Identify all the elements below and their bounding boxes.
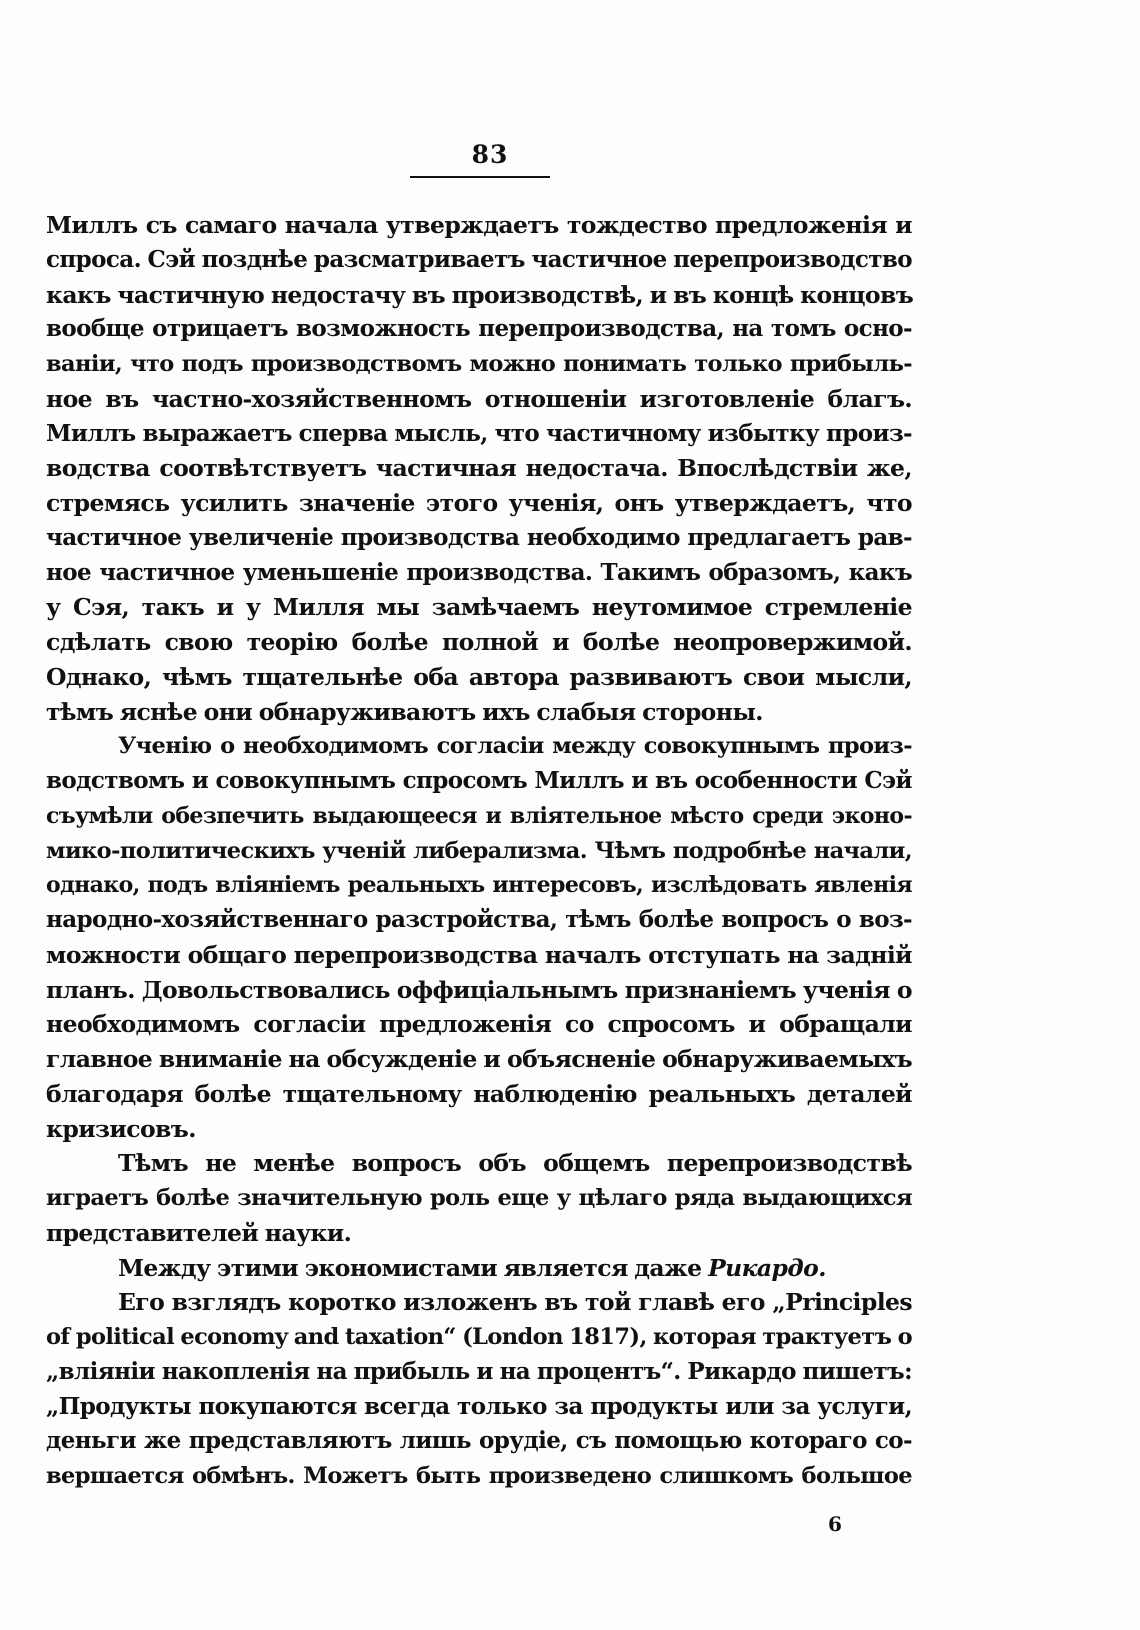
- text-line: деньги же представляютъ лишь орудіе, съ помощью котораго со-: [46, 1427, 912, 1455]
- text-line-main: Между этими экономистами является даже: [118, 1253, 702, 1282]
- text-line: у Сэя, такъ и у Милля мы замѣчаемъ неутомимое стремленіе: [46, 593, 912, 622]
- text-line: Его взглядъ коротко изложенъ въ той главѣ его „Principles: [118, 1288, 912, 1317]
- page-number: 83: [471, 140, 509, 169]
- text-line: частичное увеличеніе производства необходимо предлагаетъ рав-: [46, 523, 912, 551]
- text-line: „вліяніи накопленія на прибыль и на процентъ“. Рикардо пишетъ:: [46, 1357, 912, 1385]
- text-line: ваніи, что подъ производствомъ можно понимать только прибыль-: [46, 351, 912, 377]
- text-line: вообще отрицаетъ возможность перепроизводства, на томъ осно-: [46, 315, 912, 343]
- text-line: вершается обмѣнъ. Можетъ быть произведено слишкомъ большое: [46, 1463, 912, 1489]
- text-line: Тѣмъ не менѣе вопросъ объ общемъ перепроизводствѣ: [118, 1149, 912, 1178]
- text-line: какъ частичную недостачу въ производствѣ, и въ концѣ концовъ: [46, 280, 914, 309]
- text-line: стремясь усилить значеніе этого ученія, онъ утверждаетъ, что: [46, 489, 912, 517]
- text-line: водства соотвѣтствуетъ частичная недостача. Впослѣдствіи же,: [46, 454, 912, 483]
- text-line: [46, 1251, 912, 1286]
- text-line: можности общаго перепроизводства началъ отступать на задній: [46, 940, 912, 969]
- text-line: необходимомъ согласіи предложенія со спросомъ и обращали: [46, 1010, 912, 1039]
- text-line: ное частичное уменьшеніе производства. Такимъ образомъ, какъ: [46, 558, 912, 586]
- text-line: съумѣли обезпечить выдающееся и вліятельное мѣсто среди эконо-: [46, 802, 912, 829]
- text-line: ное въ частно-хозяйственномъ отношеніи изготовленіе благъ.: [46, 384, 912, 413]
- text-line: „Продукты покупаются всегда только за продукты или за услуги,: [46, 1392, 912, 1420]
- italic-name: Рикардо.: [708, 1253, 826, 1282]
- text-line: главное вниманіе на обсужденіе и объясненіе обнаруживаемыхъ: [46, 1045, 912, 1073]
- text-line: кризисовъ.: [46, 1114, 196, 1143]
- text-line: планъ. Довольствовались оффиціальнымъ признаніемъ ученія о: [46, 975, 912, 1004]
- text-line: of political economy and taxation“ (London 1817), которая трактуетъ о: [46, 1324, 912, 1350]
- text-line: водствомъ и совокупнымъ спросомъ Миллъ и въ особенности Сэй: [46, 767, 912, 794]
- text-line: народно-хозяйственнаго разстройства, тѣмъ болѣе вопросъ о воз-: [46, 906, 912, 933]
- text-line: представителей науки.: [46, 1218, 352, 1247]
- text-line: мико-политическихъ ученій либерализма. Чѣмъ подробнѣе начали,: [46, 837, 912, 864]
- text-line: Ученію о необходимомъ согласіи между совокупнымъ произ-: [118, 733, 912, 760]
- text-line: играетъ болѣе значительную роль еще у цѣлаго ряда выдающихся: [46, 1185, 912, 1211]
- text-line: Миллъ съ самаго начала утверждаетъ тождество предложенія и: [46, 211, 912, 239]
- text-line: сдѣлать свою теорію болѣе полной и болѣе неопровержимой.: [46, 628, 912, 656]
- text-line: Однако, чѣмъ тщательнѣе оба автора развиваютъ свои мысли,: [46, 662, 912, 691]
- text-line: благодаря болѣе тщательному наблюденію реальныхъ деталей: [46, 1079, 912, 1108]
- text-line: однако, подъ вліяніемъ реальныхъ интересовъ, изслѣдовать явленія: [46, 872, 912, 899]
- text-line: тѣмъ яснѣе они обнаруживаютъ ихъ слабыя стороны.: [46, 697, 763, 726]
- signature-mark: 6: [828, 1512, 842, 1536]
- text-line: Миллъ выражаетъ сперва мысль, что частичному избытку произ-: [46, 419, 912, 447]
- body-text: [46, 208, 912, 1494]
- text-line: спроса. Сэй позднѣе разсматриваетъ частичное перепроизводство: [46, 245, 912, 273]
- header-rule: [410, 176, 550, 178]
